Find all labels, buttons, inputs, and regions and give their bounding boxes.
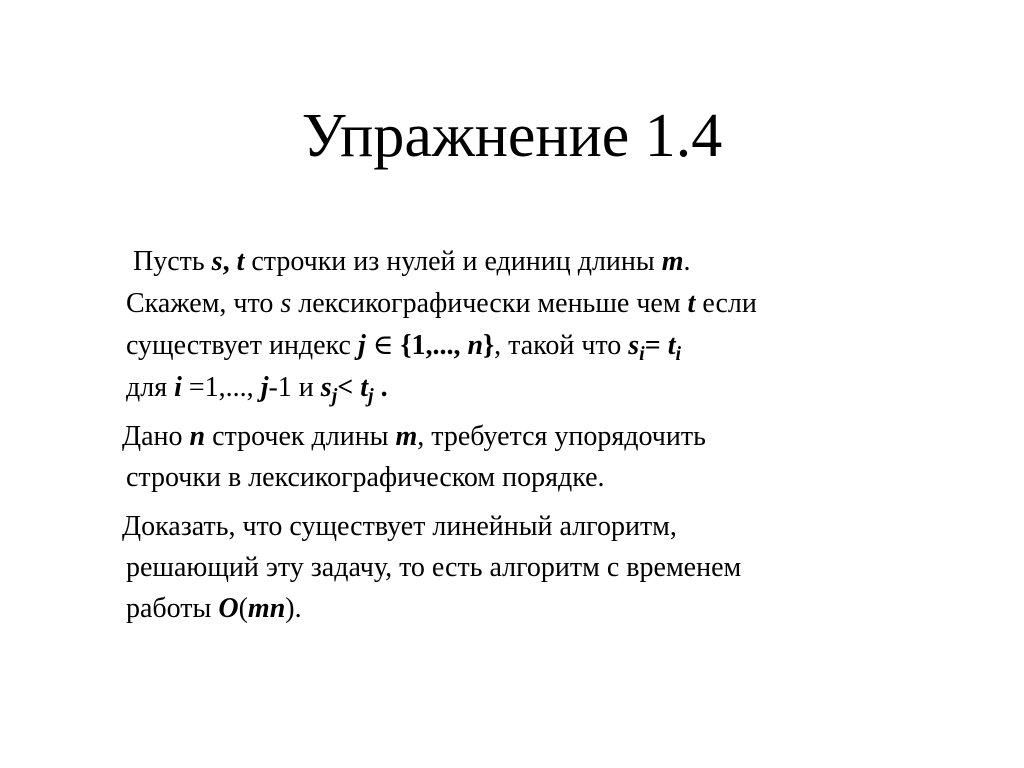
paragraph-3-line-1: Доказать, что существует линейный алгоритм, xyxy=(122,511,677,542)
math-var-t: t xyxy=(687,288,696,319)
math-var-O: O xyxy=(218,593,239,624)
math-var-j: j xyxy=(357,330,366,361)
math-var-t: t xyxy=(667,330,676,361)
text: Дано xyxy=(122,421,190,452)
set-open: {1,..., xyxy=(400,330,468,361)
comma: , xyxy=(222,246,237,277)
math-var-s: s xyxy=(628,330,640,361)
equals-sign: = xyxy=(644,330,668,361)
slide-title: Упражнение 1.4 xyxy=(301,102,723,170)
paragraph-2-line-2: строчки в лексикографическом порядке. xyxy=(126,462,605,493)
less-than-sign: < xyxy=(337,372,361,403)
text: работы xyxy=(126,593,219,624)
text: Скажем, что xyxy=(126,288,281,319)
math-var-s: s xyxy=(320,372,332,403)
range-start: =1,..., xyxy=(181,372,261,403)
math-var-t: t xyxy=(236,246,245,277)
math-var-mn: mn xyxy=(247,593,286,624)
text: существует индекс xyxy=(126,330,358,361)
text: если xyxy=(695,288,757,319)
paragraph-1-line-1 xyxy=(133,244,691,280)
math-var-i: i xyxy=(174,372,182,403)
math-var-m: m xyxy=(395,421,418,452)
period: . xyxy=(683,246,691,277)
paragraph-2-line-1 xyxy=(122,419,706,455)
set-close: } xyxy=(483,330,495,361)
paragraph-1-line-3 xyxy=(126,328,681,364)
math-var-j: j xyxy=(260,372,269,403)
paragraph-3-line-3 xyxy=(126,591,302,627)
text: строчек длины xyxy=(205,421,396,452)
subscript-i: i xyxy=(675,343,682,365)
subscript-i: i xyxy=(639,343,645,365)
subscript-j: j xyxy=(368,385,374,407)
paragraph-1-line-2 xyxy=(126,286,757,322)
math-var-s: s xyxy=(280,288,292,319)
math-var-m: m xyxy=(661,246,684,277)
paragraph-1-line-4 xyxy=(126,370,388,406)
paren-open: ( xyxy=(238,593,248,624)
math-var-n: n xyxy=(467,330,484,361)
text: Пусть xyxy=(133,246,212,277)
paragraph-3-line-2: решающий эту задачу, то есть алгоритм с временем xyxy=(126,552,742,583)
range-end: -1 и xyxy=(268,372,321,403)
text: , такой что xyxy=(494,330,629,361)
text: для xyxy=(126,372,175,403)
math-var-n: n xyxy=(189,421,206,452)
paren-close: ). xyxy=(285,593,302,624)
element-of-symbol: ∈ xyxy=(365,330,401,361)
math-var-s: s xyxy=(211,246,223,277)
text: лексикографически меньше чем xyxy=(291,288,688,319)
subscript-j: j xyxy=(331,385,338,407)
text: строчки из нулей и единиц длины xyxy=(244,246,662,277)
text: , требуется упорядочить xyxy=(417,421,706,452)
period: . xyxy=(373,372,388,403)
math-var-t: t xyxy=(360,372,368,403)
